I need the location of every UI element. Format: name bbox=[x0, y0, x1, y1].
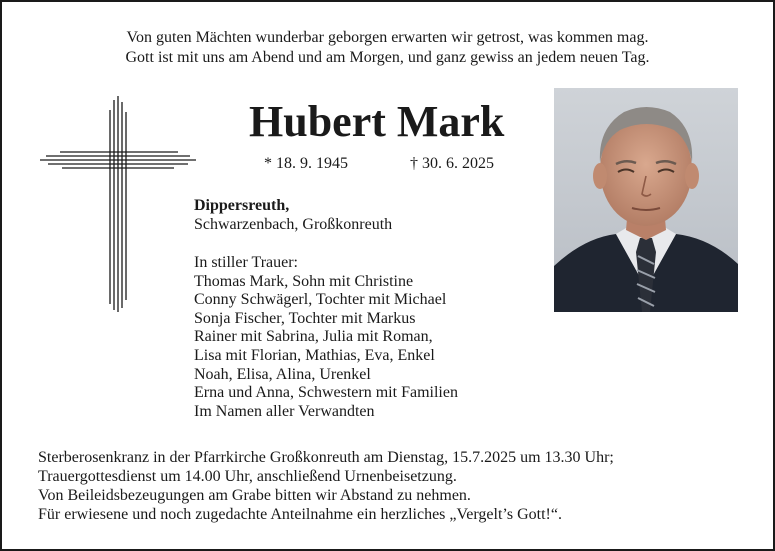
residence bbox=[194, 196, 392, 234]
footer-line: Sterberosenkranz in der Pfarrkirche Großkonreuth am Dienstag, 15.7.2025 um 13.30 Uhr; bbox=[38, 449, 614, 466]
mourner-line: Lisa mit Florian, Mathias, Eva, Enkel bbox=[194, 346, 435, 364]
footer-line: Trauergottesdienst um 14.00 Uhr, anschließend Urnenbeisetzung. bbox=[38, 468, 457, 485]
footer-line: Von Beileidsbezeugungen am Grabe bitten wir Abstand zu nehmen. bbox=[38, 487, 471, 504]
cross-icon bbox=[40, 96, 196, 312]
deceased-name: Hubert Mark bbox=[249, 97, 505, 146]
mourner-line: Sonja Fischer, Tochter mit Markus bbox=[194, 309, 416, 327]
portrait-illustration bbox=[554, 88, 738, 312]
mourner-line: Conny Schwägerl, Tochter mit Michael bbox=[194, 291, 447, 309]
bible-quote bbox=[2, 28, 773, 68]
residence-sub: Schwarzenbach, Großkonreuth bbox=[194, 216, 393, 233]
quote-line-1: Von guten Mächten wunderbar geborgen erwarten wir getrost, was kommen mag. bbox=[126, 29, 649, 46]
mourners-list bbox=[194, 254, 458, 421]
funeral-info bbox=[38, 448, 614, 524]
mourner-line: Im Namen aller Verwandten bbox=[194, 402, 375, 420]
mourner-line: Thomas Mark, Sohn mit Christine bbox=[194, 272, 414, 290]
portrait-photo bbox=[554, 88, 738, 312]
mourners-heading: In stiller Trauer: bbox=[194, 254, 298, 271]
quote-line-2: Gott ist mit uns am Abend und am Morgen, und ganz gewiss an jedem neuen Tag. bbox=[125, 49, 650, 66]
birth-date: * 18. 9. 1945 bbox=[264, 155, 348, 172]
footer-line: Für erwiesene und noch zugedachte Anteilnahme ein herzliches „Vergelt’s Gott!“. bbox=[38, 506, 562, 523]
death-date: † 30. 6. 2025 bbox=[410, 155, 494, 172]
mourner-line: Noah, Elisa, Alina, Urenkel bbox=[194, 365, 371, 383]
residence-town: Dippersreuth, bbox=[194, 197, 290, 214]
mourner-line: Erna und Anna, Schwestern mit Familien bbox=[194, 384, 458, 402]
mourner-line: Rainer mit Sabrina, Julia mit Roman, bbox=[194, 328, 433, 346]
